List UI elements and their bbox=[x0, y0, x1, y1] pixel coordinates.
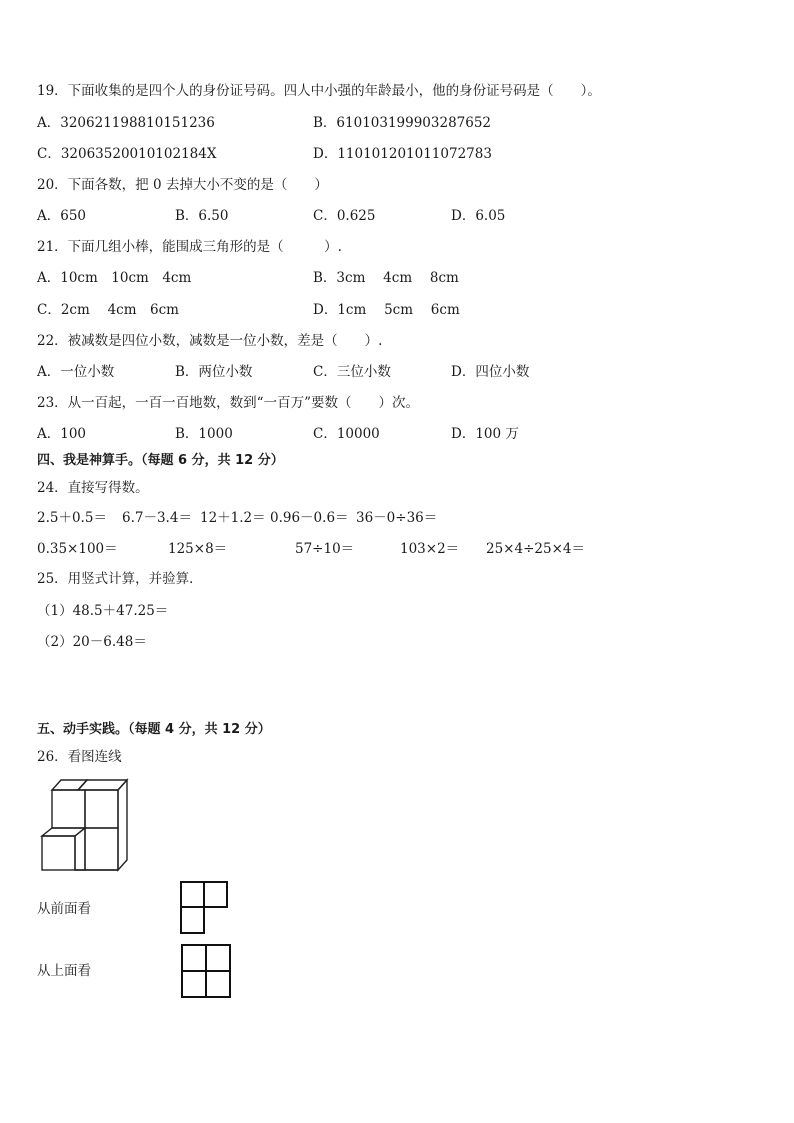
q24-row2-item: 103×2＝ bbox=[400, 541, 460, 557]
q24-stem: 24．直接写得数。 bbox=[37, 480, 149, 496]
q20-option-d: D．6.05 bbox=[451, 208, 506, 224]
q22-option-c: C．三位小数 bbox=[313, 364, 391, 380]
q19-option-d: D．110101201011072783 bbox=[313, 146, 492, 162]
q21-stem: 21．下面几组小棒，能围成三角形的是（ ）. bbox=[37, 239, 342, 255]
q23-option-a: A．100 bbox=[37, 426, 87, 442]
q23-stem: 23．从一百起，一百一百地数，数到“一百万”要数（ ）次。 bbox=[37, 395, 419, 411]
q21-option-c: C．2cm 4cm 6cm bbox=[37, 302, 179, 318]
q24-row1-item: 0.96－0.6＝ bbox=[270, 510, 349, 526]
q20-stem: 20．下面各数，把 0 去掉大小不变的是（ ） bbox=[37, 177, 328, 193]
q25-item-1: （1）48.5＋47.25＝ bbox=[37, 603, 169, 619]
q21-option-d: D．1cm 5cm 6cm bbox=[313, 302, 460, 318]
q24-row2-item: 57÷10＝ bbox=[295, 541, 355, 557]
top-view-grid bbox=[181, 944, 233, 1000]
q22-option-b: B．两位小数 bbox=[175, 364, 253, 380]
q24-row1-item: 2.5＋0.5＝ bbox=[37, 510, 107, 526]
q24-row1-item: 36－0÷36＝ bbox=[356, 510, 438, 526]
q25-item-2: （2）20－6.48＝ bbox=[37, 634, 147, 650]
q23-option-b: B．1000 bbox=[175, 426, 233, 442]
front-view-label: 从前面看 bbox=[37, 901, 91, 917]
q22-stem: 22．被减数是四位小数，减数是一位小数，差是（ ）. bbox=[37, 333, 383, 349]
q19-option-b: B．610103199903287652 bbox=[313, 115, 492, 131]
section-4-heading: 四、我是神算手。（每题 6 分，共 12 分） bbox=[37, 453, 284, 468]
q19-option-c: C．32063520010102184X bbox=[37, 146, 217, 162]
q24-row2-item: 125×8＝ bbox=[168, 541, 228, 557]
q24-row1-item: 12＋1.2＝ bbox=[200, 510, 266, 526]
q22-option-a: A．一位小数 bbox=[37, 364, 115, 380]
q24-row2-item: 0.35×100＝ bbox=[37, 541, 118, 557]
front-view-grid bbox=[180, 881, 230, 935]
q24-row2-item: 25×4÷25×4＝ bbox=[486, 541, 585, 557]
q20-option-a: A．650 bbox=[37, 208, 87, 224]
q21-option-b: B．3cm 4cm 8cm bbox=[313, 270, 459, 286]
top-view-label: 从上面看 bbox=[37, 963, 91, 979]
q20-option-b: B．6.50 bbox=[175, 208, 229, 224]
q24-row1-item: 6.7－3.4＝ bbox=[122, 510, 192, 526]
q25-stem: 25．用竖式计算，并验算． bbox=[37, 571, 203, 587]
q19-option-a: A．320621198810151236 bbox=[37, 115, 215, 131]
q21-option-a: A．10cm 10cm 4cm bbox=[37, 270, 192, 286]
q23-option-d: D．100 万 bbox=[451, 426, 519, 442]
section-5-heading: 五、动手实践。（每题 4 分，共 12 分） bbox=[37, 722, 271, 737]
q26-stem: 26．看图连线 bbox=[37, 749, 122, 765]
q23-option-c: C．10000 bbox=[313, 426, 380, 442]
q19-stem: 19．下面收集的是四个人的身份证号码。四人中小强的年龄最小，他的身份证号码是（ ）。 bbox=[37, 83, 601, 99]
q22-option-d: D．四位小数 bbox=[451, 364, 530, 380]
block-figure bbox=[38, 776, 132, 874]
q20-option-c: C．0.625 bbox=[313, 208, 376, 224]
